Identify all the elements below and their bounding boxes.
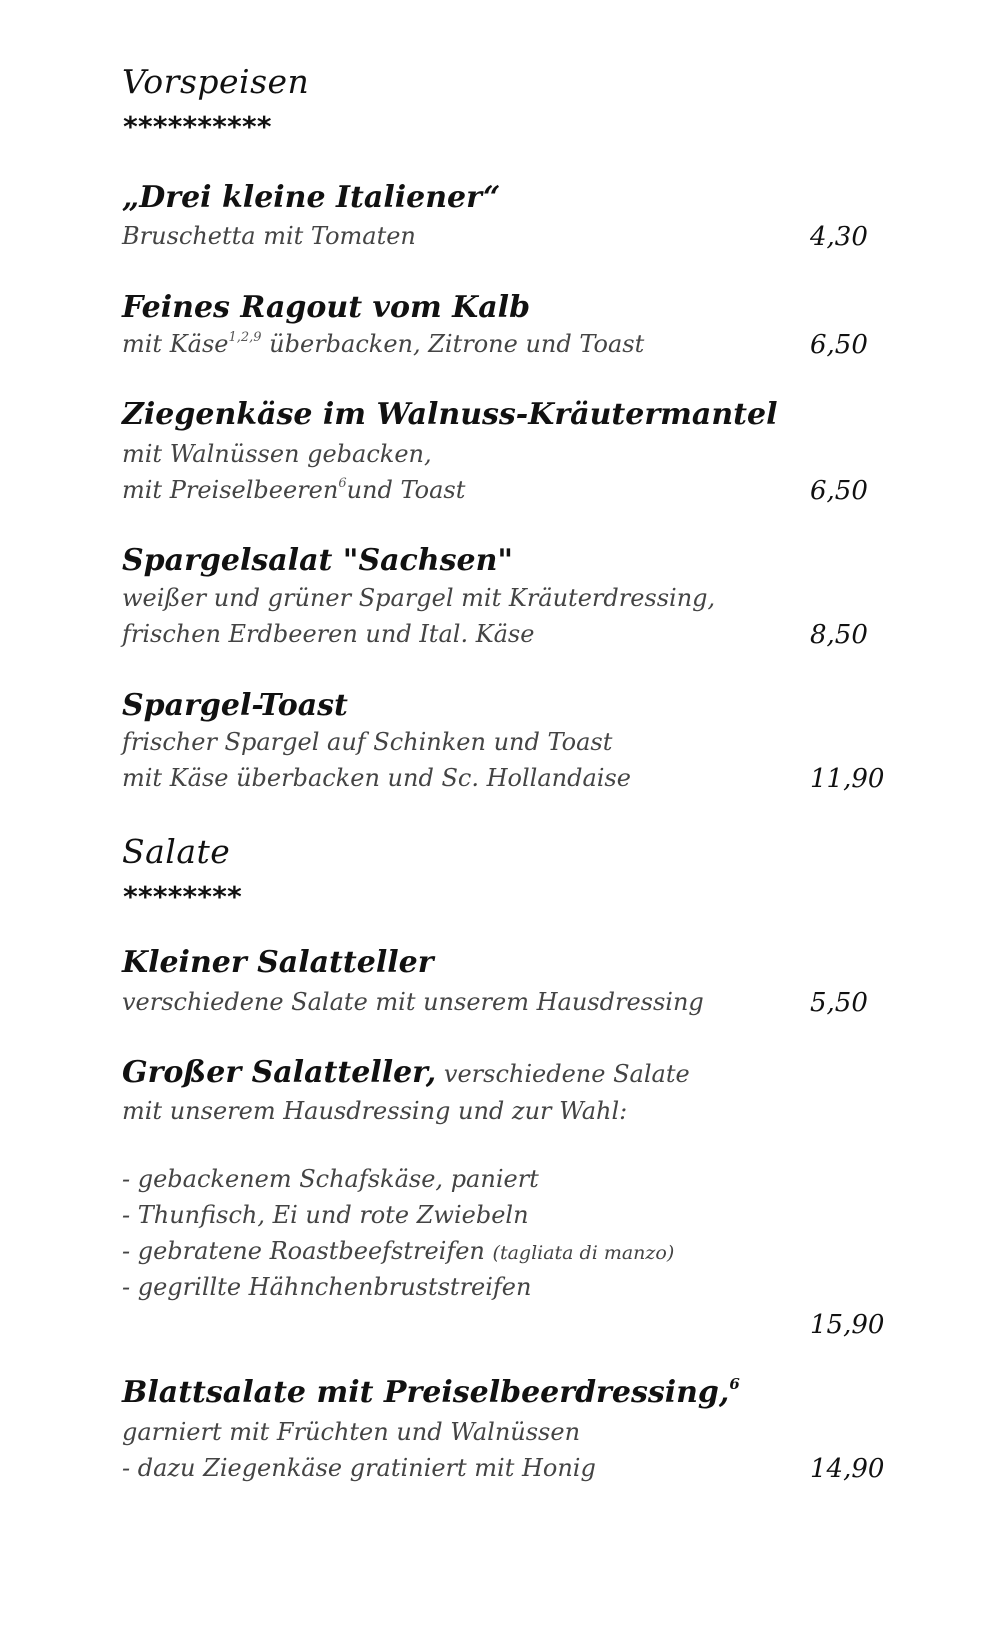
section-divider-stars: ******** (122, 880, 241, 913)
allergen-note: 6 (729, 1375, 740, 1393)
dish-name (122, 1055, 690, 1090)
option-note: (tagliata di manzo) (492, 1242, 675, 1264)
dish-name (122, 1375, 740, 1410)
dish-description: - dazu Ziegenkäse gratiniert mit Honig (122, 1454, 596, 1482)
dish-price: 5,50 (810, 988, 868, 1018)
dish-name: Spargel-Toast (122, 688, 348, 723)
dish-name: Feines Ragout vom Kalb (122, 290, 531, 325)
desc-text: mit Käse (122, 330, 229, 358)
allergen-note: 1,2,9 (228, 330, 262, 345)
dish-description: mit Käse überbacken und Sc. Hollandaise (122, 764, 631, 792)
dish-description: mit Walnüssen gebacken, (122, 440, 432, 468)
dish-name: Kleiner Salatteller (122, 945, 434, 980)
dish-description (122, 330, 644, 358)
dish-price: 11,90 (810, 764, 885, 794)
dish-price: 14,90 (810, 1454, 885, 1484)
dish-description: frischen Erdbeeren und Ital. Käse (122, 620, 535, 648)
option-item (122, 1237, 674, 1265)
desc-text: mit Preiselbeeren (122, 476, 339, 504)
option-item: - Thunfisch, Ei und rote Zwiebeln (122, 1201, 529, 1229)
desc-text: und Toast (346, 476, 466, 504)
dish-description: weißer und grüner Spargel mit Kräuterdressing, (122, 584, 716, 612)
dish-description (122, 476, 465, 504)
desc-text: überbacken, Zitrone und Toast (261, 330, 645, 358)
option-item: - gebackenem Schafskäse, paniert (122, 1165, 539, 1193)
dish-name: „Drei kleine Italiener“ (122, 180, 501, 215)
dish-price: 6,50 (810, 476, 868, 506)
dish-name: Spargelsalat "Sachsen" (122, 543, 514, 578)
section-title-salate: Salate (122, 832, 231, 871)
dish-name-text: Blattsalate mit Preiselbeerdressing, (122, 1375, 730, 1410)
option-item: - gegrillte Hähnchenbruststreifen (122, 1273, 532, 1301)
dish-description: frischer Spargel auf Schinken und Toast (122, 728, 613, 756)
dish-inline-description: verschiedene Salate (436, 1060, 690, 1088)
dish-price: 4,30 (810, 222, 868, 252)
dish-name: Ziegenkäse im Walnuss-Kräutermantel (122, 397, 778, 432)
section-divider-stars: ********** (122, 110, 271, 143)
dish-price: 6,50 (810, 330, 868, 360)
option-text: - gebratene Roastbeefstreifen (122, 1237, 485, 1265)
dish-description: verschiedene Salate mit unserem Hausdressing (122, 988, 704, 1016)
dish-description: mit unserem Hausdressing und zur Wahl: (122, 1097, 628, 1125)
dish-description: Bruschetta mit Tomaten (122, 222, 416, 250)
section-title-vorspeisen: Vorspeisen (122, 62, 310, 101)
dish-name-text: Großer Salatteller, (122, 1055, 437, 1090)
allergen-note: 6 (338, 476, 347, 491)
dish-description: garniert mit Früchten und Walnüssen (122, 1418, 581, 1446)
dish-price: 8,50 (810, 620, 868, 650)
dish-price: 15,90 (810, 1310, 885, 1340)
